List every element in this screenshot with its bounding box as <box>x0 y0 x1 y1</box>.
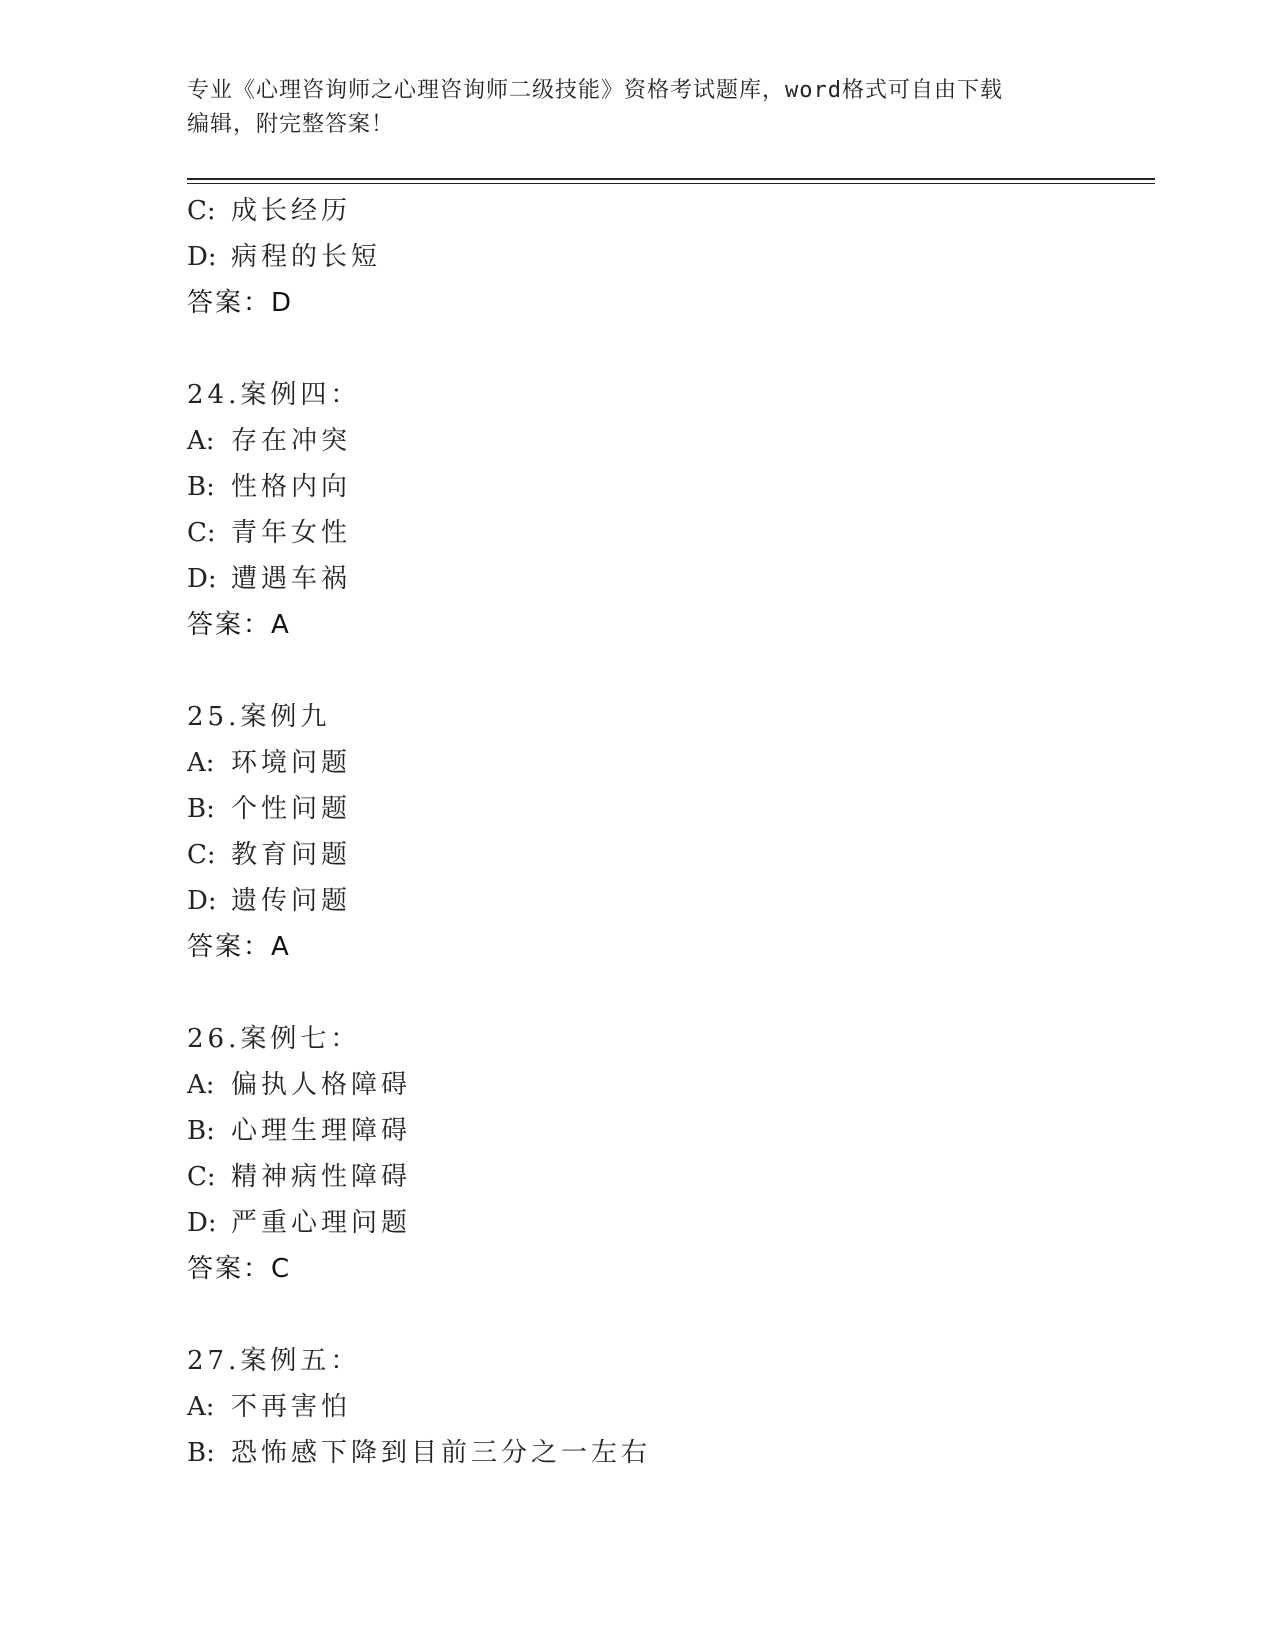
option-text: 个性问题 <box>231 794 352 824</box>
option-c <box>187 1154 1147 1200</box>
option-d <box>187 556 1147 602</box>
header-line-2: 编辑，附完整答案！ <box>187 112 395 137</box>
option-letter: A: <box>187 1392 215 1422</box>
option-text: 环境问题 <box>231 748 352 778</box>
option-text: 成长经历 <box>231 196 352 226</box>
option-letter: D: <box>187 242 217 272</box>
option-letter: B: <box>187 794 215 824</box>
option-letter: A: <box>187 748 215 778</box>
question-title: 25.案例九 <box>187 702 331 732</box>
option-text: 不再害怕 <box>231 1392 352 1422</box>
option-d <box>187 234 1147 280</box>
option-letter: D: <box>187 886 217 916</box>
option-letter: C: <box>187 196 216 226</box>
option-text: 教育问题 <box>231 840 352 870</box>
option-text: 性格内向 <box>231 472 352 502</box>
option-c <box>187 832 1147 878</box>
option-d <box>187 1200 1147 1246</box>
answer: 答案：C <box>187 1254 292 1284</box>
option-b <box>187 786 1147 832</box>
option-a <box>187 418 1147 464</box>
option-letter: C: <box>187 518 216 548</box>
option-letter: D: <box>187 564 217 594</box>
answer: 答案：A <box>187 610 291 640</box>
option-text: 遭遇车祸 <box>231 564 352 594</box>
option-letter: D: <box>187 1208 217 1238</box>
option-b <box>187 1430 1147 1476</box>
option-letter: B: <box>187 472 215 502</box>
option-text: 病程的长短 <box>231 242 382 272</box>
option-text: 心理生理障碍 <box>231 1116 412 1146</box>
option-letter: C: <box>187 840 216 870</box>
header-line-1: 专业《心理咨询师之心理咨询师二级技能》资格考试题库，word格式可自由下载 <box>187 78 1003 103</box>
option-a <box>187 1384 1147 1430</box>
document-header <box>187 74 1087 142</box>
option-text: 偏执人格障碍 <box>231 1070 412 1100</box>
option-letter: A: <box>187 426 215 456</box>
option-text: 恐怖感下降到目前三分之一左右 <box>231 1438 652 1468</box>
question-27 <box>187 1338 1147 1476</box>
option-text: 精神病性障碍 <box>231 1162 412 1192</box>
option-letter: B: <box>187 1438 215 1468</box>
option-letter: C: <box>187 1162 216 1192</box>
answer: 答案：A <box>187 932 291 962</box>
option-letter: B: <box>187 1116 215 1146</box>
option-letter: A: <box>187 1070 215 1100</box>
answer: 答案：D <box>187 288 294 318</box>
option-text: 遗传问题 <box>231 886 352 916</box>
question-fragment <box>187 188 1147 326</box>
question-title: 27.案例五： <box>187 1346 361 1376</box>
question-25 <box>187 694 1147 970</box>
option-b <box>187 1108 1147 1154</box>
option-b <box>187 464 1147 510</box>
option-text: 青年女性 <box>231 518 352 548</box>
question-title: 26.案例七： <box>187 1024 361 1054</box>
header-divider-thin <box>187 183 1155 184</box>
option-d <box>187 878 1147 924</box>
question-list <box>187 188 1147 1476</box>
header-divider-thick <box>187 178 1155 180</box>
question-title: 24.案例四： <box>187 380 361 410</box>
option-text: 存在冲突 <box>231 426 352 456</box>
option-text: 严重心理问题 <box>231 1208 412 1238</box>
option-a <box>187 740 1147 786</box>
option-c <box>187 510 1147 556</box>
question-26 <box>187 1016 1147 1292</box>
option-a <box>187 1062 1147 1108</box>
question-24 <box>187 372 1147 648</box>
option-c <box>187 188 1147 234</box>
